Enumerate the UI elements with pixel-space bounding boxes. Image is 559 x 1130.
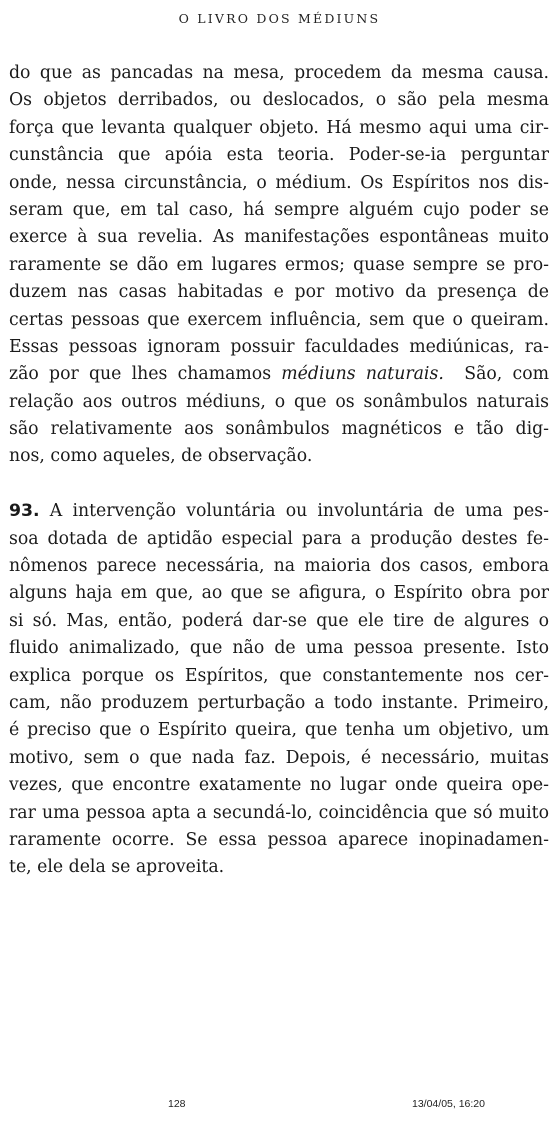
text-line: cam, não produzem perturbação a todo instante. Primeiro, — [9, 692, 549, 713]
paragraph-spacer — [9, 471, 549, 498]
paragraph-93 — [9, 498, 549, 881]
text-line-numbered — [9, 498, 549, 525]
text-line: cunstância que apóia esta teoria. Poder-se-ia perguntar — [9, 145, 549, 166]
text-line: onde, nessa circunstância, o médium. Os Espíritos nos dis- — [9, 172, 549, 193]
text-line: duzem nas casas habitadas e por motivo da presença de — [9, 282, 549, 303]
text-line: seram que, em tal caso, há sempre alguém cujo poder se — [9, 199, 549, 220]
print-timestamp: 13/04/05, 16:20 — [412, 1098, 485, 1110]
text-line: explica porque os Espíritos, que constantemente nos cer- — [9, 665, 549, 686]
text-line: soa dotada de aptidão especial para a produção destes fe- — [9, 528, 549, 549]
text-line: raramente se dão em lugares ermos; quase sempre se pro- — [9, 254, 549, 275]
text-line: Essas pessoas ignoram possuir faculdades mediúnicas, ra- — [9, 336, 549, 357]
text-line: certas pessoas que exercem influência, sem que o queiram. — [9, 309, 549, 330]
text-line: exerce à sua revelia. As manifestações espontâneas muito — [9, 227, 549, 248]
text-line: são relativamente aos sonâmbulos magnéticos e tão dig- — [9, 419, 549, 440]
text-segment: A intervenção voluntária ou involuntária de uma pes- — [39, 501, 549, 522]
paragraph-continuation — [9, 60, 549, 471]
text-line: vezes, que encontre exatamente no lugar onde queira ope- — [9, 775, 549, 796]
page-number: 128 — [168, 1098, 186, 1110]
text-line: si só. Mas, então, poderá dar-se que ele tire de algures o — [9, 610, 549, 631]
text-line: é preciso que o Espírito queira, que tenha um objetivo, um — [9, 720, 549, 741]
running-header: O LIVRO DOS MÉDIUNS — [178, 11, 381, 26]
text-segment: zão por que lhes chamamos — [9, 364, 282, 385]
text-line: força que levanta qualquer objeto. Há mesmo aqui uma cir- — [9, 117, 549, 138]
text-line: rar uma pessoa apta a secundá-lo, coincidência que só muito — [9, 802, 549, 823]
italic-term: médiuns naturais. — [281, 364, 444, 385]
text-line-with-italic — [9, 361, 549, 388]
paragraph-number: 93. — [9, 501, 40, 522]
text-line: alguns haja em que, ao que se afigura, o Espírito obra por — [9, 583, 549, 604]
text-segment: São, com — [443, 364, 549, 385]
text-line: relação aos outros médiuns, o que os sonâmbulos naturais — [9, 391, 549, 412]
page-body — [9, 60, 549, 882]
text-line: fluido animalizado, que não de uma pessoa presente. Isto — [9, 638, 549, 659]
text-line: nos, como aqueles, de observação. — [9, 446, 313, 467]
text-line: do que as pancadas na mesa, procedem da mesma causa. — [9, 63, 549, 83]
text-line: nômenos parece necessária, na maioria dos casos, embora — [9, 556, 549, 577]
text-line: motivo, sem o que nada faz. Depois, é necessário, muitas — [9, 747, 549, 768]
text-line: raramente ocorre. Se essa pessoa aparece inopinadamen- — [9, 829, 549, 850]
text-line: te, ele dela se aproveita. — [9, 857, 225, 878]
text-line: Os objetos derribados, ou deslocados, o são pela mesma — [9, 90, 549, 111]
